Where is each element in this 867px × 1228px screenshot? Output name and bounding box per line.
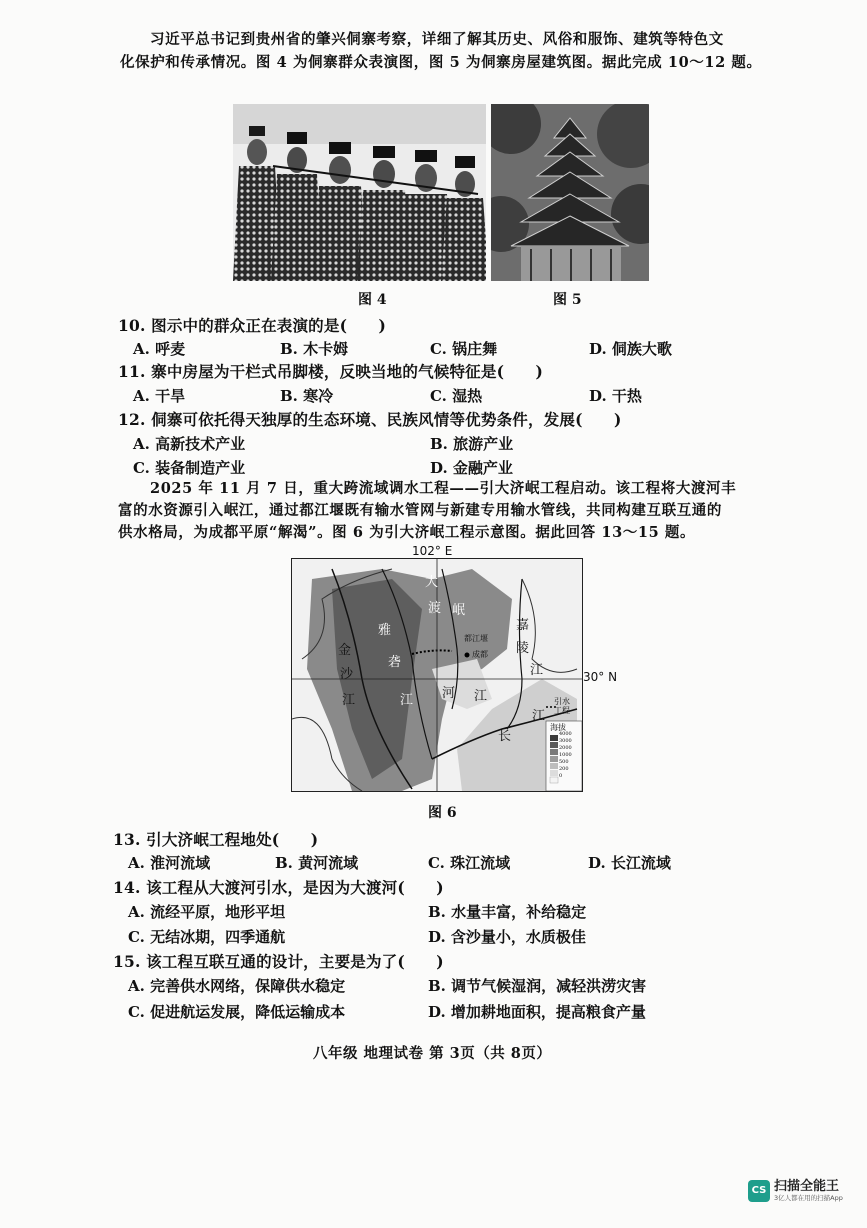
map-river-ya: 雅	[378, 623, 392, 638]
map-river-long: 砻	[388, 655, 402, 670]
q15-option-a: A. 完善供水网络，保障供水稳定	[128, 977, 346, 995]
q11-option-b: B. 寒冷	[280, 387, 334, 405]
figure5-photo	[491, 104, 649, 281]
map-river-ling: 陵	[516, 641, 530, 656]
map-river-min: 岷	[452, 603, 466, 618]
figure4-photo	[233, 104, 486, 281]
intro2-line3: 供水格局，为成都平原“解渴”。图 6 为引大济岷工程示意图。据此回答 13～15 题。	[118, 524, 696, 541]
q15-option-d: D. 增加耕地面积，提高粮食产量	[428, 1003, 646, 1021]
q13-option-d: D. 长江流域	[588, 854, 671, 872]
map-legend-line-label: 引水 工程	[554, 697, 570, 715]
map-river-he: 河	[442, 686, 456, 701]
q12-option-b: B. 旅游产业	[430, 435, 514, 453]
map-river-jiang2: 江	[474, 689, 488, 704]
map-city-dujiangyan: 都江堰	[464, 634, 488, 643]
map-river-jin: 金	[338, 643, 352, 658]
map-river-da: 大	[425, 575, 439, 590]
figure6-caption: 图 6	[428, 805, 457, 821]
q11-option-c: C. 湿热	[430, 387, 483, 405]
page-footer: 八年级 地理试卷 第 3页（共 8页）	[313, 1045, 552, 1062]
q15-option-c: C. 促进航运发展，降低运输成本	[128, 1003, 346, 1021]
q11-option-d: D. 干热	[589, 387, 642, 405]
q10-option-c: C. 锅庄舞	[430, 340, 498, 358]
figure4-caption: 图 4	[358, 292, 387, 308]
map-longitude-label: 102° E	[412, 544, 453, 558]
q13-option-c: C. 珠江流域	[428, 854, 511, 872]
q10-option-d: D. 侗族大歌	[589, 340, 672, 358]
q12-option-a: A. 高新技术产业	[133, 435, 246, 453]
scanner-brand-name: 扫描全能王	[774, 1179, 840, 1194]
intro1-line2: 化保护和传承情况。图 4 为侗寨群众表演图，图 5 为侗寨房屋建筑图。据此完成 10～12 题。	[120, 54, 762, 71]
q11-stem: 11. 寨中房屋为干栏式吊脚楼，反映当地的气候特征是( )	[118, 362, 544, 381]
map-latitude-label: 30° N	[583, 670, 618, 684]
map-river-jiang5: 江	[400, 693, 414, 708]
scanner-tagline: 3亿人都在用的扫描App	[774, 1194, 843, 1202]
q12-option-d: D. 金融产业	[430, 459, 513, 477]
q10-stem: 10. 图示中的群众正在表演的是( )	[118, 316, 387, 335]
q15-option-b: B. 调节气候湿润，减轻洪涝灾害	[428, 977, 647, 995]
figure6-map	[291, 558, 583, 792]
q14-option-d: D. 含沙量小，水质极佳	[428, 928, 586, 946]
intro1-line1: 习近平总书记到贵州省的肇兴侗寨考察，详细了解其历史、风俗和服饰、建筑等特色文	[150, 31, 724, 48]
map-legend-title: 海拔	[550, 723, 566, 732]
map-river-sha: 沙	[340, 667, 354, 682]
map-river-jiang3: 江	[530, 663, 544, 678]
map-river-chang: 长	[498, 729, 512, 744]
map-city-chengdu: 成都	[472, 650, 488, 659]
q14-option-a: A. 流经平原，地形平坦	[128, 903, 286, 921]
intro2-line2: 富的水资源引入岷江，通过都江堰既有输水管网与新建专用输水管线，共同构建互联互通的	[118, 502, 722, 519]
map-river-jiang1: 江	[342, 693, 356, 708]
q14-stem: 14. 该工程从大渡河引水，是因为大渡河( )	[113, 878, 444, 897]
q13-option-b: B. 黄河流域	[275, 854, 359, 872]
q14-option-b: B. 水量丰富，补给稳定	[428, 903, 587, 921]
map-river-jia: 嘉	[516, 618, 530, 633]
intro2-line1: 2025 年 11 月 7 日，重大跨流域调水工程——引大济岷工程启动。该工程将大渡河丰	[150, 480, 737, 497]
map-legend-levels: 4000 3000 2000 1000 500 200 0	[559, 731, 572, 779]
q10-option-a: A. 呼麦	[133, 340, 186, 358]
map-river-du: 渡	[428, 601, 442, 616]
scanner-watermark	[748, 1179, 843, 1202]
q12-stem: 12. 侗寨可依托得天独厚的生态环境、民族风情等优势条件，发展( )	[118, 410, 622, 429]
map-river-jiang4: 江	[532, 709, 546, 724]
q10-option-b: B. 木卡姆	[280, 340, 349, 358]
scanner-logo-icon: CS	[748, 1180, 770, 1202]
q11-option-a: A. 干旱	[133, 387, 186, 405]
q13-stem: 13. 引大济岷工程地处( )	[113, 830, 319, 849]
q14-option-c: C. 无结冰期，四季通航	[128, 928, 286, 946]
q13-option-a: A. 淮河流域	[128, 854, 211, 872]
q15-stem: 15. 该工程互联互通的设计，主要是为了( )	[113, 952, 444, 971]
q12-option-c: C. 装备制造产业	[133, 459, 246, 477]
figure5-caption: 图 5	[553, 292, 582, 308]
